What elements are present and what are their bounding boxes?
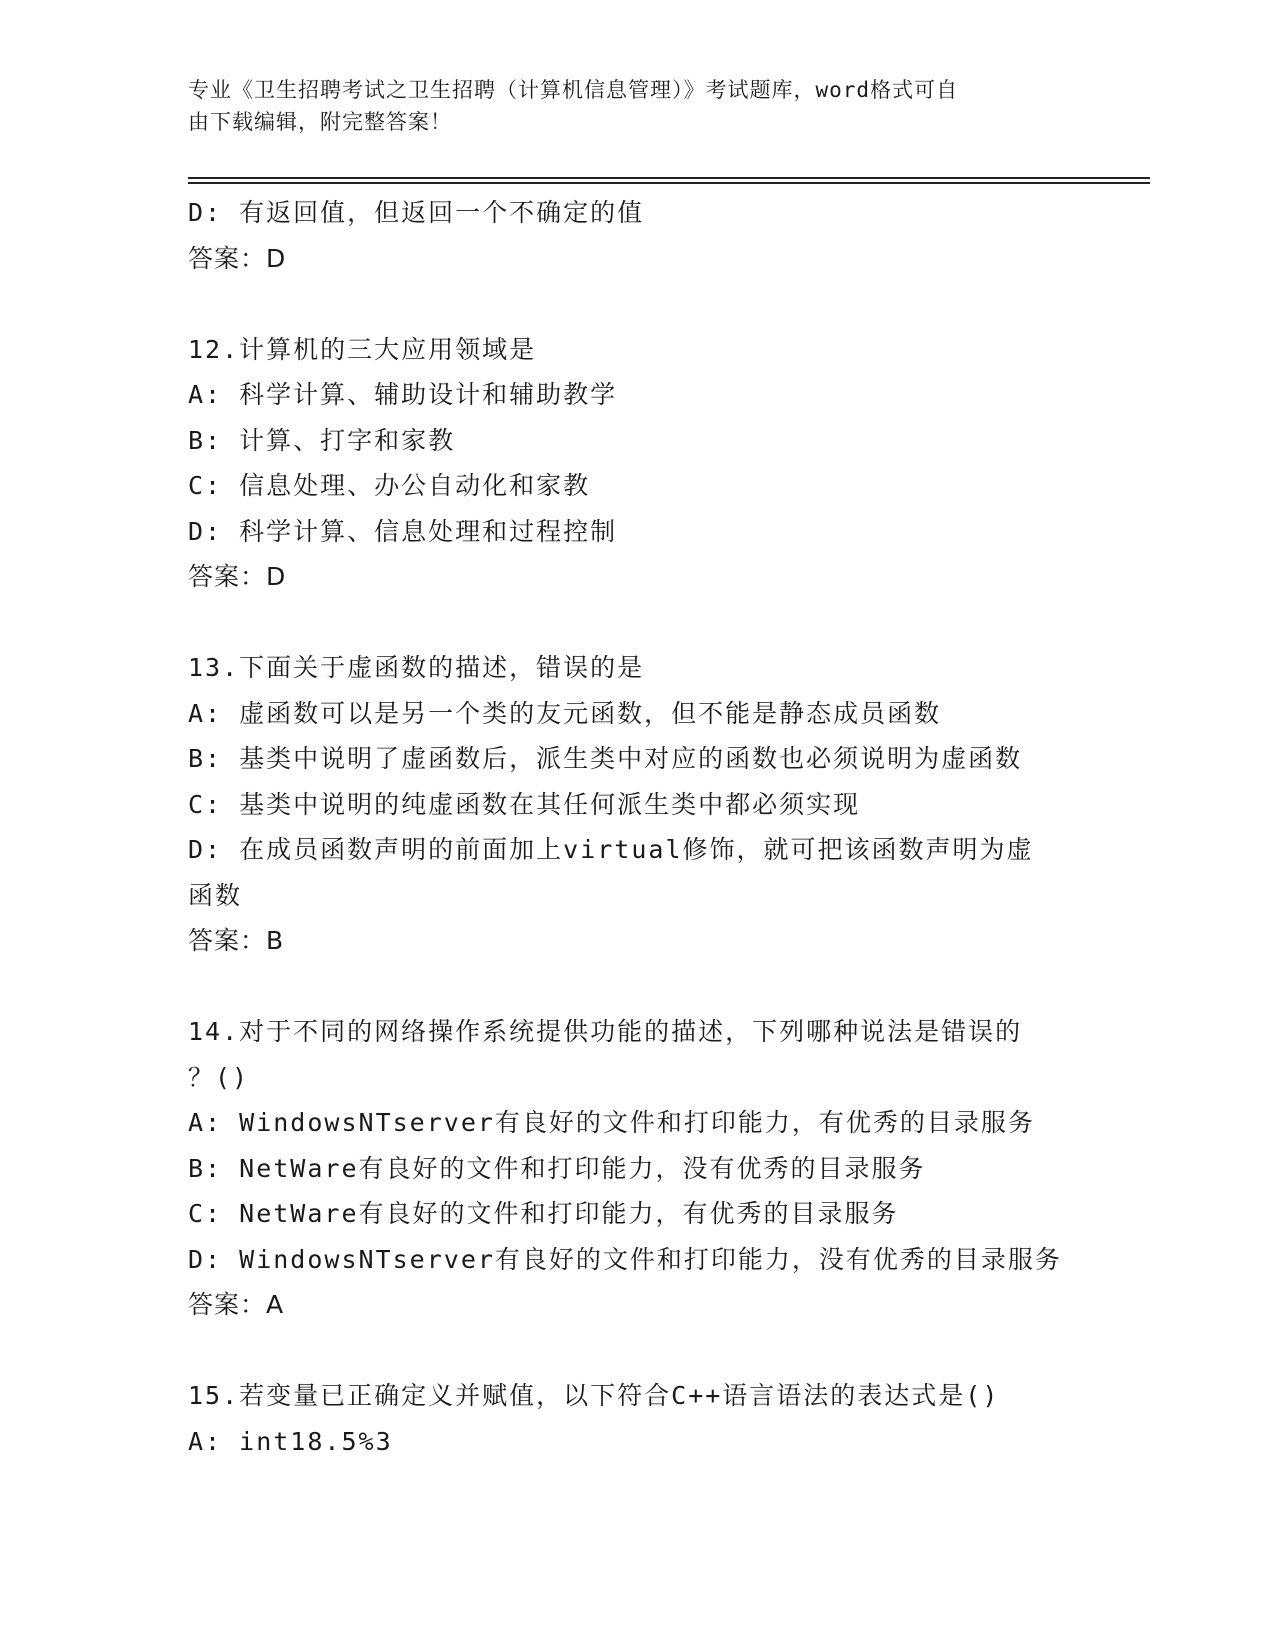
answer: 答案：B [188, 926, 285, 955]
spacer [188, 1328, 1088, 1374]
answer: 答案：D [188, 562, 287, 591]
answer: 答案：A [188, 1290, 285, 1319]
option-d: D: 在成员函数声明的前面加上virtual修饰，就可把该函数声明为虚 [188, 835, 1034, 864]
option-b: B: 基类中说明了虚函数后，派生类中对应的函数也必须说明为虚函数 [188, 744, 1023, 773]
question-15 [188, 1373, 1088, 1464]
question-13 [188, 645, 1088, 964]
option-a: A: 科学计算、辅助设计和辅助教学 [188, 380, 618, 409]
page-header [188, 74, 1068, 138]
question-text: 12.计算机的三大应用领域是 [188, 334, 537, 364]
question-14 [188, 1009, 1088, 1328]
option-c: C: NetWare有良好的文件和打印能力，有优秀的目录服务 [188, 1199, 899, 1228]
question-text-continued: ？() [188, 1062, 250, 1092]
spacer [188, 600, 1088, 646]
option-a: A: WindowsNTserver有良好的文件和打印能力，有优秀的目录服务 [188, 1108, 1035, 1137]
option-d: D: 科学计算、信息处理和过程控制 [188, 516, 618, 546]
question-text: 14.对于不同的网络操作系统提供功能的描述，下列哪种说法是错误的 [188, 1017, 1023, 1046]
option-c: C: 信息处理、办公自动化和家教 [188, 471, 591, 500]
option-b: B: NetWare有良好的文件和打印能力，没有优秀的目录服务 [188, 1153, 926, 1183]
question-list [188, 190, 1088, 1464]
question-text: 15.若变量已正确定义并赋值，以下符合C++语言语法的表达式是() [188, 1381, 1000, 1410]
header-rule-bottom [188, 182, 1150, 184]
option-d-continued: 函数 [188, 880, 243, 910]
question-11 [188, 190, 1088, 281]
question-12 [188, 327, 1088, 600]
option-a: A: 虚函数可以是另一个类的友元函数，但不能是静态成员函数 [188, 698, 942, 728]
question-text: 13.下面关于虚函数的描述，错误的是 [188, 653, 645, 682]
spacer [188, 281, 1088, 327]
option-b: B: 计算、打字和家教 [188, 425, 456, 455]
option-d: D: WindowsNTserver有良好的文件和打印能力，没有优秀的目录服务 [188, 1244, 1062, 1274]
spacer [188, 964, 1088, 1010]
option-c: C: 基类中说明的纯虚函数在其任何派生类中都必须实现 [188, 789, 861, 819]
option-a: A: int18.5%3 [188, 1426, 393, 1456]
answer: 答案：D [188, 243, 287, 273]
header-line-2: 由下载编辑，附完整答案！ [188, 110, 452, 134]
option-d: D: 有返回值，但返回一个不确定的值 [188, 198, 645, 227]
header-rule-top [188, 177, 1150, 179]
header-line-1: 专业《卫生招聘考试之卫生招聘（计算机信息管理）》考试题库，word格式可自 [188, 78, 959, 102]
